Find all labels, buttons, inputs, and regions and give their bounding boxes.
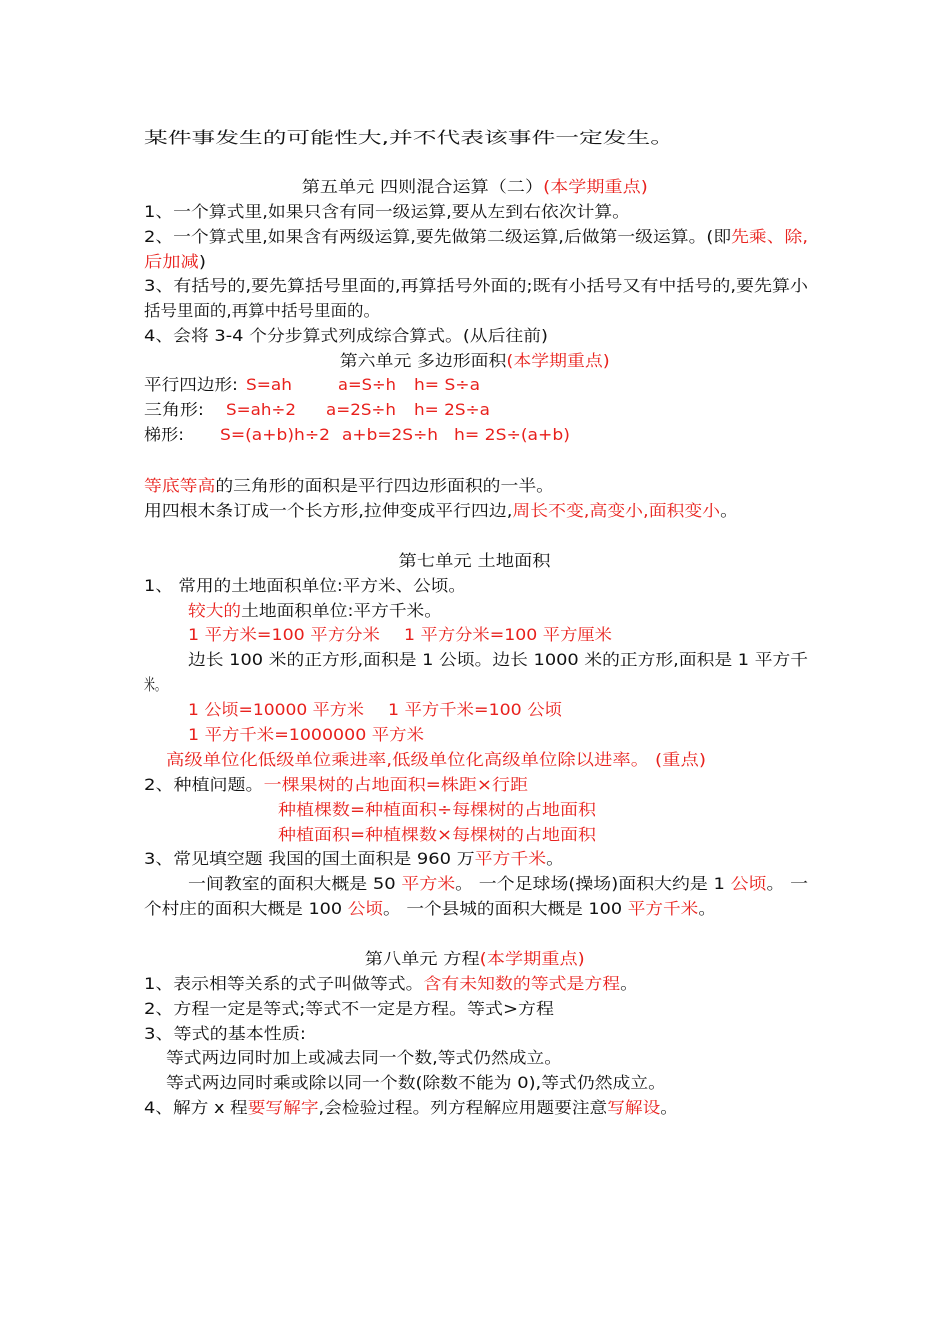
unit6-title xyxy=(0,349,950,373)
unit8-item-3-property-2: 等式两边同时乘或除以同一个数(除数不能为 0),等式仍然成立。 xyxy=(166,1073,666,1092)
formula-parallelogram-base: a=S÷h xyxy=(338,375,396,394)
formula-parallelogram-height: h= S÷a xyxy=(414,375,480,394)
unit5-rule-3: 3、有括号的,要先算括号里面的,再算括号外面的;既有小括号又有中括号的,要先算小 xyxy=(144,276,808,295)
unit6-title-text: 第六单元 多边形面积 xyxy=(340,351,507,370)
conversion-hectare-sqm: 1 公顷=10000 平方米 xyxy=(188,700,364,719)
unit7-item-3: 3、常见填空题 我国的国土面积是 960 万平方千米。 xyxy=(144,849,564,868)
unit5-rule-4: 4、会将 3-4 个分步算式列成综合算式。(从后往前) xyxy=(144,326,548,345)
unit7-item-2: 2、种植问题。一棵果树的占地面积=株距×行距 xyxy=(144,775,528,794)
formula-triangle-base: a=2S÷h xyxy=(326,400,396,419)
unit5-rule-3-cont: 括号里面的,再算中括号里面的。 xyxy=(144,301,380,320)
planting-area-formula: 种植面积=种植棵数×每棵树的占地面积 xyxy=(278,825,596,844)
unit8-item-3: 3、等式的基本性质: xyxy=(144,1024,306,1043)
unit8-item-2: 2、方程一定是等式;等式不一定是方程。等式>方程 xyxy=(144,999,554,1018)
planting-count-formula: 种植棵数=种植面积÷每棵树的占地面积 xyxy=(278,800,596,819)
unit6-note-1: 等底等高的三角形的面积是平行四边形面积的一半。 xyxy=(144,476,554,495)
unit5-title xyxy=(0,175,950,199)
unit7-item-1-square: 边长 100 米的正方形,面积是 1 公顷。边长 1000 米的正方形,面积是 1 平方千 xyxy=(188,650,808,669)
conversion-sqm-sqdm: 1 平方米=100 平方分米 xyxy=(188,625,380,644)
unit6-key-mark: (本学期重点) xyxy=(506,351,610,370)
formula-trapezoid-sum: a+b=2S÷h xyxy=(342,425,438,444)
formula-parallelogram-label: 平行四边形: xyxy=(144,375,238,394)
unit5-rule-2: 2、一个算式里,如果含有两级运算,要先做第二级运算,后做第一级运算。(即先乘、除, xyxy=(144,227,808,246)
unit7-item-1-large-unit: 较大的土地面积单位:平方千米。 xyxy=(188,601,442,620)
formula-trapezoid-height: h= 2S÷(a+b) xyxy=(454,425,570,444)
formula-triangle-area: S=ah÷2 xyxy=(226,400,296,419)
unit-conversion-rule: 高级单位化低级单位乘进率,低级单位化高级单位除以进率。 (重点) xyxy=(166,750,706,769)
formula-parallelogram-area: S=ah xyxy=(246,375,292,394)
unit7-item-3-examples-cont: 个村庄的面积大概是 100 公顷。 一个县城的面积大概是 100 平方千米。 xyxy=(144,899,716,918)
unit8-item-4: 4、解方 x 程要写解字,会检验过程。列方程解应用题要注意写解设。 xyxy=(144,1098,678,1117)
conversion-sqkm-hectare: 1 平方千米=100 公顷 xyxy=(388,700,562,719)
formula-trapezoid-area: S=(a+b)h÷2 xyxy=(220,425,330,444)
unit8-title xyxy=(0,947,950,971)
formula-triangle-label: 三角形: xyxy=(144,400,204,419)
unit6-note-2: 用四根木条订成一个长方形,拉伸变成平行四边,周长不变,高变小,面积变小。 xyxy=(144,501,738,520)
intro-line: 某件事发生的可能性大,并不代表该事件一定发生。 xyxy=(144,128,674,147)
conversion-sqkm-sqm: 1 平方千米=1000000 平方米 xyxy=(188,725,424,744)
unit5-rule-1: 1、一个算式里,如果只含有同一级运算,要从左到右依次计算。 xyxy=(144,202,630,221)
unit7-item-3-examples: 一间教室的面积大概是 50 平方米。 一个足球场(操场)面积大约是 1 公顷。 一 xyxy=(188,874,808,893)
unit5-key-mark: (本学期重点) xyxy=(543,177,648,196)
unit8-key-mark: (本学期重点) xyxy=(479,949,585,968)
unit7-title: 第七单元 土地面积 xyxy=(399,551,551,570)
formula-triangle-height: h= 2S÷a xyxy=(414,400,490,419)
unit8-item-1: 1、表示相等关系的式子叫做等式。含有未知数的等式是方程。 xyxy=(144,974,638,993)
unit5-rule-2-cont: 后加减) xyxy=(144,252,206,271)
conversion-sqdm-sqcm: 1 平方分米=100 平方厘米 xyxy=(404,625,612,644)
unit8-title-text: 第八单元 方程 xyxy=(365,949,480,968)
unit8-item-3-property-1: 等式两边同时加上或减去同一个数,等式仍然成立。 xyxy=(166,1048,562,1067)
unit5-title-text: 第五单元 四则混合运算（二） xyxy=(302,177,544,196)
unit7-item-1-square-cont: 米。 xyxy=(144,675,166,694)
unit7-item-1: 1、 常用的土地面积单位:平方米、公顷。 xyxy=(144,576,466,595)
formula-trapezoid-label: 梯形: xyxy=(144,425,184,444)
